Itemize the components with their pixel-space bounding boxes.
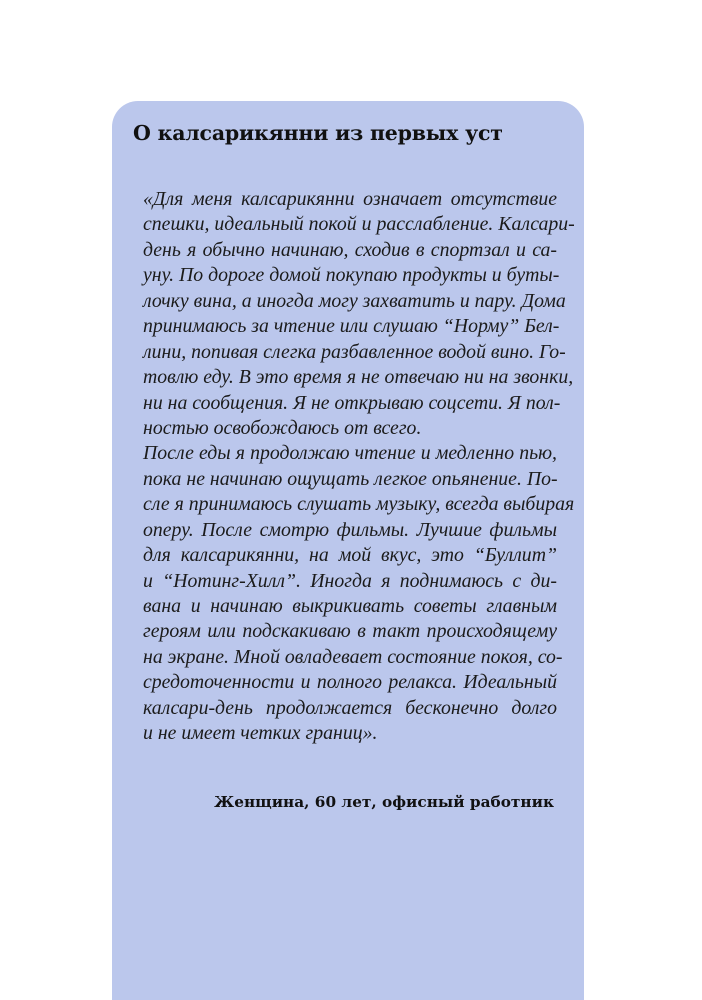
quote-line: и “Нотинг-Хилл”. Иногда я поднимаюсь с ди- (143, 569, 557, 592)
quote-line: калсари-день продолжается бесконечно долго (143, 696, 557, 719)
quote-line: ностью освобождаюсь от всего. (143, 416, 422, 439)
quote-line: лини, попивая слегка разбавленное водой вино. Го- (143, 340, 566, 363)
quote-line: сле я принимаюсь слушать музыку, всегда выбирая (143, 493, 575, 516)
quote-attribution: Женщина, 60 лет, офисный работник (214, 793, 554, 811)
quote-line: После еды я продолжаю чтение и медленно пью, (143, 442, 557, 465)
quote-line: принимаюсь за чтение или слушаю “Норму” Бел- (143, 315, 560, 338)
quote-line: спешки, идеальный покой и расслабление. Калсари- (143, 213, 575, 236)
quote-line: вана и начинаю выкрикивать советы главным (143, 595, 557, 617)
sidebar-title: О калсарикянни из первых уст (133, 121, 503, 145)
quote-line: день я обычно начинаю, сходив в спортзал и са- (143, 238, 557, 261)
quote-line: «Для меня калсарикянни означает отсутствие (143, 188, 557, 210)
quote-line: оперу. После смотрю фильмы. Лучшие фильмы (143, 518, 557, 541)
quote-line: лочку вина, а иногда могу захватить и пару. Дома (143, 289, 566, 312)
quote-line: ни на сообщения. Я не открываю соцсети. Я пол- (143, 391, 561, 414)
quote-line: на экране. Мной овладевает состояние покоя, со- (143, 645, 563, 668)
quote-line: товлю еду. В это время я не отвечаю ни на звонки, (143, 366, 574, 389)
quote-line: пока не начинаю ощущать легкое опьянение. По- (143, 467, 558, 490)
quote-text (143, 187, 575, 747)
quote-line: уну. По дороге домой покупаю продукты и буты- (143, 264, 560, 287)
quote-line: и не имеет четких границ». (143, 722, 378, 745)
quote-line: героям или подскакиваю в такт происходящему (143, 620, 557, 643)
quote-line: средоточенности и полного релакса. Идеальный (143, 671, 557, 694)
quote-line: для калсарикянни, на мой вкус, это “Буллит” (143, 544, 557, 567)
